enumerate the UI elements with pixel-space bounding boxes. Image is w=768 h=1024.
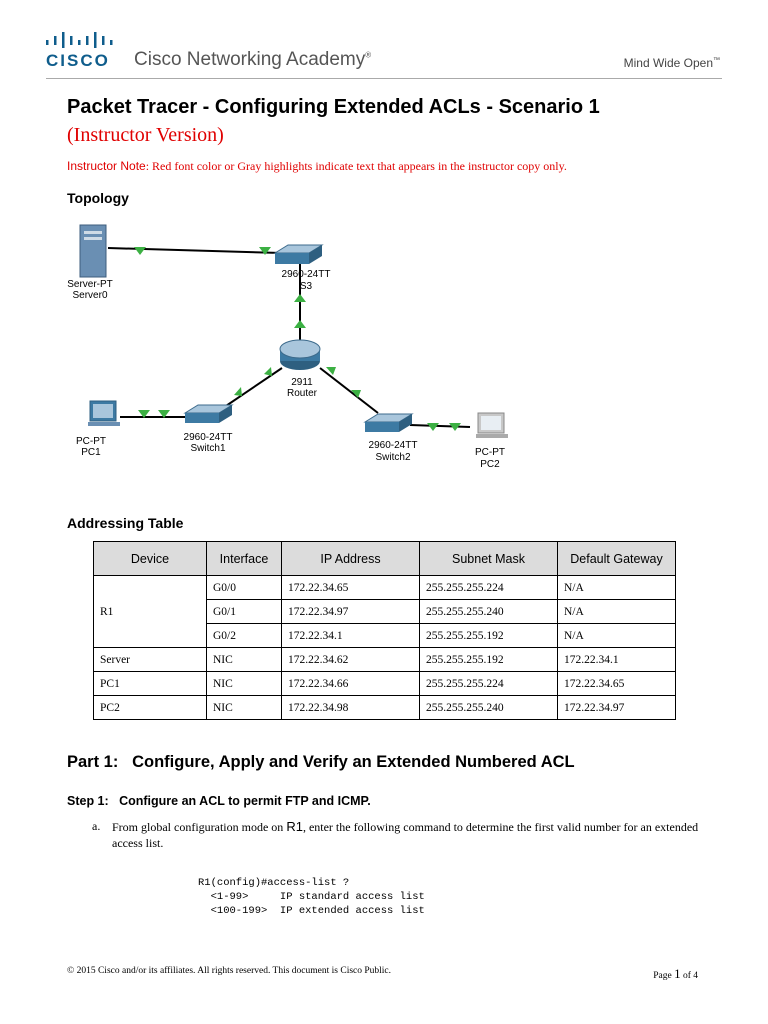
switch2-type-label: 2960-24TT — [368, 440, 418, 451]
column-header: Device — [94, 542, 207, 576]
pc1-icon — [88, 401, 120, 426]
gateway-cell: 172.22.34.97 — [558, 696, 676, 720]
column-header: Subnet Mask — [420, 542, 558, 576]
column-header: Interface — [207, 542, 282, 576]
topology-heading: Topology — [67, 190, 129, 206]
code-line: <1-99> IP standard access list — [198, 891, 425, 903]
gateway-cell: 172.22.34.65 — [558, 672, 676, 696]
switch1-icon — [185, 405, 232, 423]
code-line: <100-199> IP extended access list — [198, 905, 425, 917]
document-title: Packet Tracer - Configuring Extended ACLs - Scenario 1 — [67, 96, 600, 118]
gateway-cell: N/A — [558, 624, 676, 648]
interface-cell: NIC — [207, 648, 282, 672]
device-cell: R1 — [94, 576, 207, 648]
tagline: Mind Wide Open™ — [623, 56, 720, 70]
interface-cell: G0/0 — [207, 576, 282, 600]
pc1-name-label: PC1 — [81, 447, 101, 458]
ip-cell: 172.22.34.1 — [282, 624, 420, 648]
instructor-version-label: (Instructor Version) — [67, 124, 224, 146]
device-cell: PC2 — [94, 696, 207, 720]
table-header-row — [94, 542, 676, 576]
instruction-paragraph: From global configuration mode on R1, enter the following command to determine the first valid number for an extended access list. — [112, 819, 699, 850]
mask-cell: 255.255.255.224 — [420, 672, 558, 696]
server-name-label: Server0 — [72, 290, 108, 301]
ip-cell: 172.22.34.65 — [282, 576, 420, 600]
column-header: Default Gateway — [558, 542, 676, 576]
page-indicator: Page 1 of 4 — [653, 966, 698, 981]
s3-type-label: 2960-24TT — [281, 269, 331, 280]
academy-name: Cisco Networking Academy® — [134, 49, 372, 70]
ip-cell: 172.22.34.62 — [282, 648, 420, 672]
cisco-logo-bars-icon — [46, 32, 116, 48]
switch2-icon — [365, 414, 412, 432]
code-line: R1(config)#access-list ? — [198, 877, 350, 889]
item-letter: a. — [92, 819, 101, 833]
device-cell: Server — [94, 648, 207, 672]
server-icon — [80, 225, 106, 277]
switch2-name-label: Switch2 — [375, 452, 411, 463]
server-type-label: Server-PT — [67, 279, 113, 290]
step1-heading: Step 1: Configure an ACL to permit FTP and ICMP. — [67, 794, 371, 808]
interface-cell: NIC — [207, 672, 282, 696]
ip-cell: 172.22.34.97 — [282, 600, 420, 624]
gateway-cell: 172.22.34.1 — [558, 648, 676, 672]
pc2-type-label: PC-PT — [475, 447, 505, 458]
interface-cell: NIC — [207, 696, 282, 720]
pc2-name-label: PC2 — [480, 459, 500, 470]
part1-heading: Part 1: Configure, Apply and Verify an Extended Numbered ACL — [67, 753, 575, 771]
device-cell: PC1 — [94, 672, 207, 696]
router-name-label: Router — [286, 388, 318, 399]
gateway-cell: N/A — [558, 600, 676, 624]
router-icon — [280, 340, 320, 370]
gateway-cell: N/A — [558, 576, 676, 600]
interface-cell: G0/2 — [207, 624, 282, 648]
table-row — [94, 672, 676, 696]
switch1-type-label: 2960-24TT — [183, 432, 233, 443]
switch-s3-icon — [275, 245, 322, 264]
mask-cell: 255.255.255.192 — [420, 624, 558, 648]
interface-cell: G0/1 — [207, 600, 282, 624]
column-header: IP Address — [282, 542, 420, 576]
table-row — [94, 696, 676, 720]
header-divider — [46, 78, 722, 79]
mask-cell: 255.255.255.192 — [420, 648, 558, 672]
topology-diagram — [60, 215, 720, 490]
addressing-table-heading: Addressing Table — [67, 515, 184, 531]
instructor-note: Instructor Note: Red font color or Gray highlights indicate text that appears in the instructor copy only. — [67, 159, 567, 173]
mask-cell: 255.255.255.240 — [420, 696, 558, 720]
router-type-label: 2911 — [291, 377, 313, 388]
table-row — [94, 648, 676, 672]
code-block — [198, 876, 425, 918]
pc1-type-label: PC-PT — [76, 436, 106, 447]
ip-cell: 172.22.34.98 — [282, 696, 420, 720]
mask-cell: 255.255.255.224 — [420, 576, 558, 600]
ip-cell: 172.22.34.66 — [282, 672, 420, 696]
addressing-table — [93, 541, 676, 720]
table-row — [94, 576, 676, 600]
copyright-footer: © 2015 Cisco and/or its affiliates. All rights reserved. This document is Cisco Public. — [67, 966, 392, 976]
s3-name-label: S3 — [299, 281, 313, 292]
cisco-logo-text: CISCO — [46, 51, 110, 70]
mask-cell: 255.255.255.240 — [420, 600, 558, 624]
pc2-icon — [476, 413, 508, 438]
switch1-name-label: Switch1 — [190, 443, 226, 454]
